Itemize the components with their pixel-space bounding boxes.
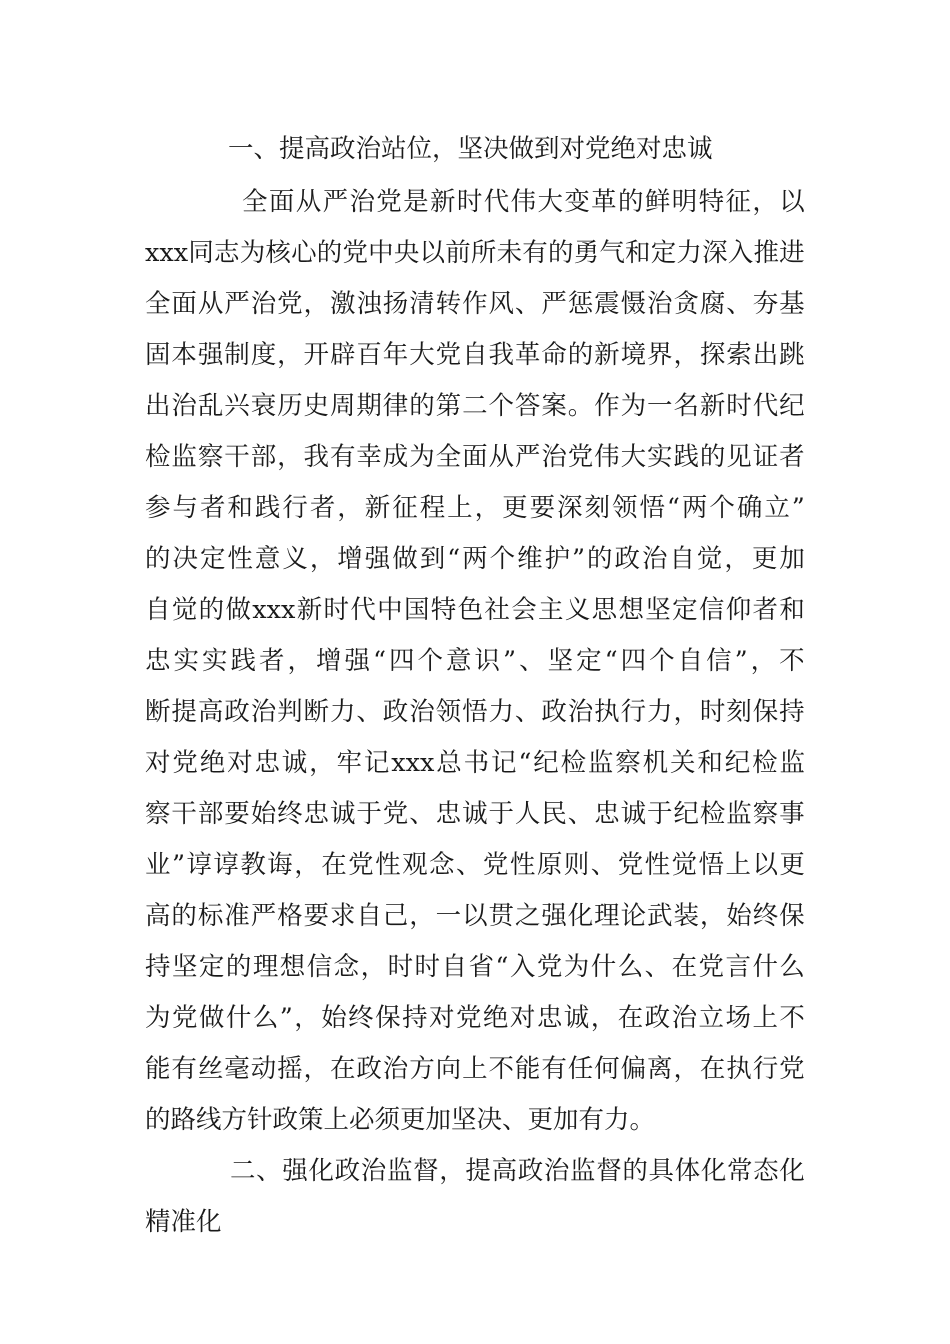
paragraph-line: 固 本 强 制 度 ， 开 辟 百 年 大 党 自 我 革 命 的 新 境 界 ， 探 索 出 跳 xyxy=(145,340,805,370)
paragraph-line: xxx 同 志 为 核 心 的 党 中 央 以 前 所 未 有 的 勇 气 和 定 力 深 入 推 进 xyxy=(145,238,805,268)
paragraph-line: 为 党 做 什 么 ” ， 始 终 保 持 对 党 绝 对 忠 诚 ， 在 政 治 立 场 上 不 xyxy=(145,1003,805,1033)
paragraph-line: 持 坚 定 的 理 想 信 念 ， 时 时 自 省 “ 入 党 为 什 么 、 在 党 言 什 么 xyxy=(145,952,805,982)
paragraph-line: 能 有 丝 毫 动 摇 ， 在 政 治 方 向 上 不 能 有 任 何 偏 离 ， 在 执 行 党 xyxy=(145,1054,805,1084)
paragraph-line: 全 面 从 严 治 党 ， 激 浊 扬 清 转 作 风 、 严 惩 震 慑 治 贪 腐 、 夯 基 xyxy=(145,289,805,319)
section-heading-2-line: 二 、 强 化 政 治 监 督 ， 提 高 政 治 监 督 的 具 体 化 常 态 化 xyxy=(230,1156,805,1186)
paragraph-line: 对 党 绝 对 忠 诚 ， 牢 记 xxx 总 书 记 “ 纪 检 监 察 机 关 和 纪 检 监 xyxy=(145,748,805,778)
paragraph-line: 业 ” 谆 谆 教 诲 ， 在 党 性 观 念 、 党 性 原 则 、 党 性 觉 悟 上 以 更 xyxy=(145,850,805,880)
paragraph-line: 的 决 定 性 意 义 ， 增 强 做 到 “ 两 个 维 护 ” 的 政 治 自 觉 ， 更 加 xyxy=(145,544,805,574)
paragraph-line: 自 觉 的 做 xxx 新 时 代 中 国 特 色 社 会 主 义 思 想 坚 定 信 仰 者 和 xyxy=(145,595,805,625)
paragraph-line: 忠 实 实 践 者 ， 增 强 “ 四 个 意 识 ” 、 坚 定 “ 四 个 自 信 ” ， 不 xyxy=(145,646,805,676)
paragraph-line: 察 干 部 要 始 终 忠 诚 于 党 、 忠 诚 于 人 民 、 忠 诚 于 纪 检 监 察 事 xyxy=(145,799,805,829)
paragraph-line: 高 的 标 准 严 格 要 求 自 己 ， 一 以 贯 之 强 化 理 论 武 装 ， 始 终 保 xyxy=(145,901,805,931)
paragraph-line: 检 监 察 干 部 ， 我 有 幸 成 为 全 面 从 严 治 党 伟 大 实 践 的 见 证 者 xyxy=(145,442,805,472)
paragraph-line: 出 治 乱 兴 衰 历 史 周 期 律 的 第 二 个 答 案 。 作 为 一 名 新 时 代 纪 xyxy=(145,391,805,421)
paragraph-line-last: 的路线方针政策上必须更加坚决、更加有力。 xyxy=(145,1105,656,1135)
paragraph-line: 参 与 者 和 践 行 者 ， 新 征 程 上 ， 更 要 深 刻 领 悟 “ 两 个 确 立 ” xyxy=(145,493,805,523)
paragraph-line: 断 提 高 政 治 判 断 力 、 政 治 领 悟 力 、 政 治 执 行 力 ， 时 刻 保 持 xyxy=(145,697,805,727)
section-heading-1: 一、提高政治站位，坚决做到对党绝对忠诚 xyxy=(228,134,713,164)
paragraph-line: 全 面 从 严 治 党 是 新 时 代 伟 大 变 革 的 鲜 明 特 征 ， 以 xyxy=(242,187,805,217)
section-heading-2-line: 精准化 xyxy=(145,1207,222,1237)
